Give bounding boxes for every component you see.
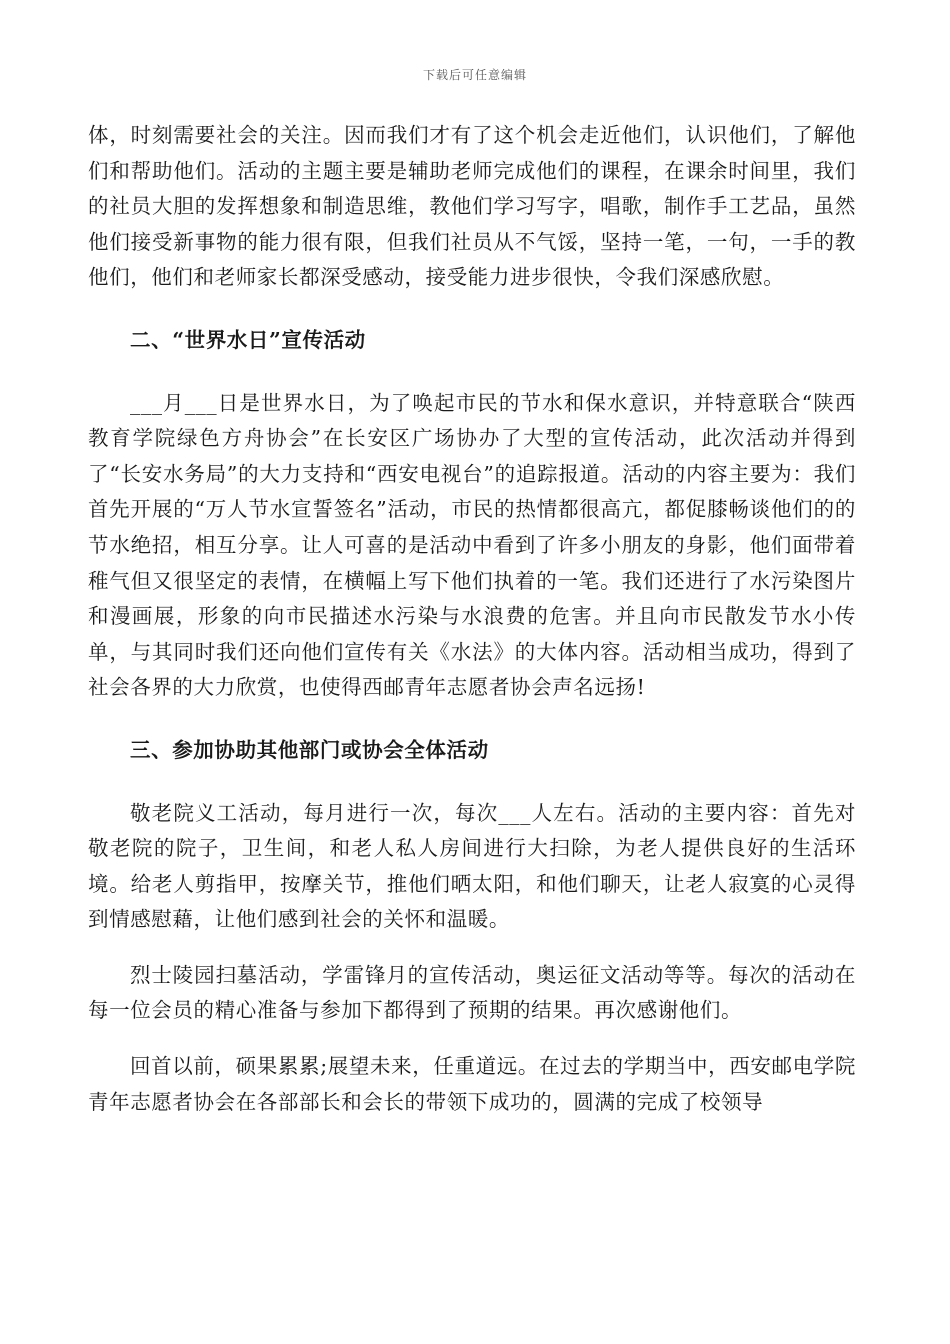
section-heading-other-activities: 三、参加协助其他部门或协会全体活动 (130, 737, 489, 762)
document-body (88, 118, 856, 1120)
paragraph-review: 回首以前，硕果累累;展望未来，任重道远。在过去的学期当中，西安邮电学院青年志愿者协会在各部部长和会长的带领下成功的，圆满的完成了校领导 (88, 1054, 856, 1114)
paragraph-water-day: ___月___日是世界水日，为了唤起市民的节水和保水意识，并特意联合“陕西教育学院绿色方舟协会”在长安区广场协办了大型的宣传活动，此次活动并得到了“长安水务局”的大力支持和“西安电视台”的追踪报道。活动的内容主要为：我们首先开展的“万人节水宣誓签名”活动，市民的热情都很高亢，都促膝畅谈他们的的节水绝招，相互分享。让人可喜的是活动中看到了许多小朋友的身影，他们面带着稚气但又很坚定的表情，在横幅上写下他们执着的一笔。我们还进行了水污染图片和漫画展，形象的向市民描述水污染与水浪费的危害。并且向市民散发节水小传单，与其同时我们还向他们宣传有关《水法》的大体内容。活动相当成功，得到了社会各界的大力欣赏，也使得西邮青年志愿者协会声名远扬! (88, 390, 856, 700)
header-note: 下载后可任意编辑 (422, 68, 527, 82)
paragraph-martyrs-cemetery: 烈士陵园扫墓活动，学雷锋月的宣传活动，奥运征文活动等等。每次的活动在每一位会员的精心准备与参加下都得到了预期的结果。再次感谢他们。 (88, 962, 856, 1023)
section-heading-world-water-day: 二、“世界水日”宣传活动 (130, 327, 366, 352)
paragraph-intro: 体，时刻需要社会的关注。因而我们才有了这个机会走近他们，认识他们，了解他们和帮助他们。活动的主题主要是辅助老师完成他们的课程，在课余时间里，我们的社员大胆的发挥想象和制造思维，教他们学习写字，唱歌，制作手工艺品，虽然他们接受新事物的能力很有限，但我们社员从不气馁，坚持一笔，一句，一手的教他们，他们和老师家长都深受感动，接受能力进步很快，令我们深感欣慰。 (88, 123, 856, 290)
paragraph-elderly-home: 敬老院义工活动，每月进行一次，每次___人左右。活动的主要内容：首先对敬老院的院子，卫生间，和老人私人房间进行大扫除，为老人提供良好的生活环境。给老人剪指甲，按摩关节，推他们晒太阳，和他们聊天，让老人寂寞的心灵得到情感慰藉，让他们感到社会的关怀和温暖。 (88, 800, 856, 932)
